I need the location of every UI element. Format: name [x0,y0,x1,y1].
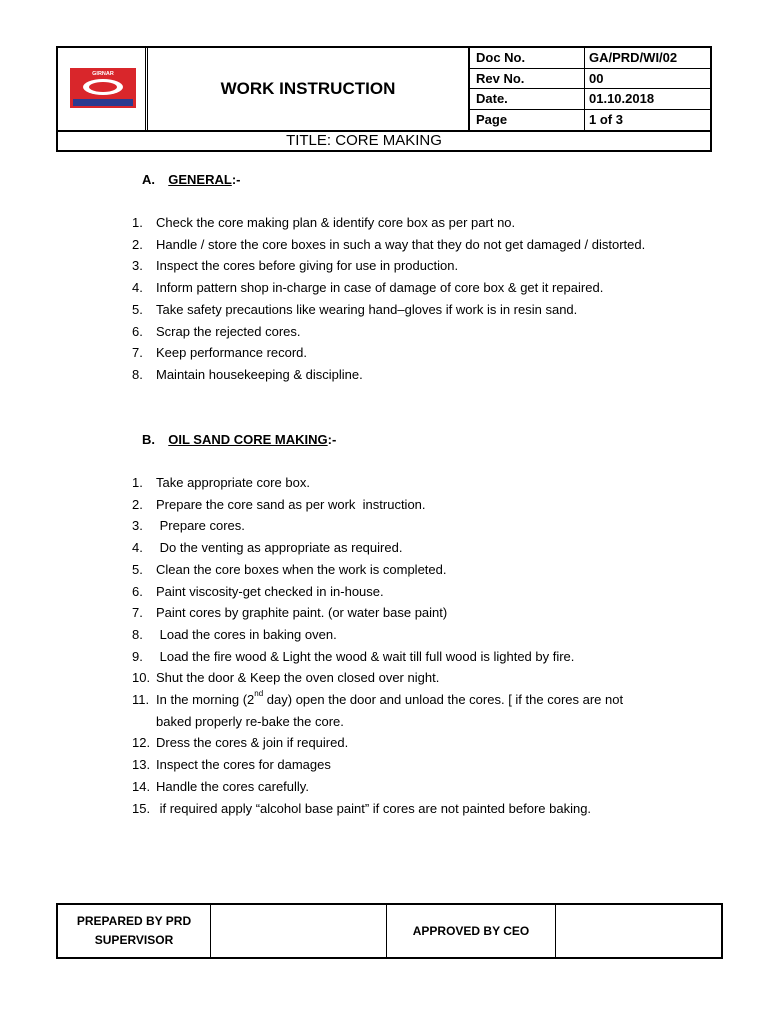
list-item [132,321,656,343]
meta-key: Rev No. [470,69,585,89]
list-item [132,472,656,494]
item-number: 5. [132,561,143,577]
company-logo [70,68,136,108]
list-item [132,646,656,668]
item-number: 10. [132,670,151,686]
section-title: GENERAL [168,172,232,187]
item-number: 6. [132,583,143,599]
section-suffix: :- [231,172,241,187]
section-letter: A. [142,172,155,187]
item-text-part: day) open the door and unload the cores. [ if the cores are not baked properly re-bake the core. [156,692,624,729]
item-number: 2. [132,496,143,512]
meta-row [470,69,710,90]
list-item [132,776,656,798]
item-number: 9. [132,648,143,664]
list-item [132,537,656,559]
list-item [132,494,656,516]
meta-row [470,89,710,110]
item-text: Keep performance record. [156,345,308,361]
list-item [132,277,656,299]
item-text: Inform pattern shop in-charge in case of damage of core box & get it repaired. [156,280,604,296]
item-text: Shut the door & Keep the oven closed over night. [156,670,440,686]
meta-key: Doc No. [470,48,585,68]
list-item [132,667,656,689]
list-item [132,754,656,776]
meta-value: 1 of 3 [589,111,623,127]
item-number: 4. [132,280,143,296]
meta-value: GA/PRD/WI/02 [589,50,678,65]
item-number: 1. [132,475,143,490]
item-number: 14. [132,778,151,794]
item-text: Load the cores in baking oven. [156,626,337,642]
list-item [132,689,656,732]
item-number: 3. [132,258,143,274]
document-type: WORK INSTRUCTION [148,48,470,130]
prepared-by-signature [211,905,387,957]
section-b-list [132,472,656,819]
list-item [132,212,656,234]
item-text: Paint cores by graphite paint. (or water base paint) [156,605,448,621]
item-number: 8. [132,366,143,382]
item-text: Dress the cores & join if required. [156,735,349,751]
list-item [132,624,656,646]
item-text: Do the venting as appropriate as required. [156,540,403,556]
section-suffix: :- [327,432,337,447]
section-a-heading [142,172,240,187]
meta-key: Page [470,110,585,131]
signature-table [56,903,723,959]
meta-row [470,48,710,69]
list-item [132,732,656,754]
item-number: 2. [132,236,143,252]
item-text: Load the fire wood & Light the wood & wait till full wood is lighted by fire. [156,648,575,664]
list-item [132,559,656,581]
list-item [132,234,656,256]
item-text-part: In the morning (2 [156,692,255,708]
list-item [132,798,656,820]
item-number: 13. [132,757,151,773]
item-text: Maintain housekeeping & discipline. [156,366,363,382]
document-meta [470,48,710,130]
item-text: Take safety precautions like wearing hand–gloves if work is in resin sand. [156,301,578,317]
list-item [132,299,656,321]
item-text: if required apply “alcohol base paint” if cores are not painted before baking. [156,800,592,816]
item-text: Check the core making plan & identify core box as per part no. [156,215,516,230]
item-number: 11. [132,692,150,708]
item-number: 3. [132,518,143,534]
list-item [132,255,656,277]
item-text: Scrap the rejected cores. [156,323,301,339]
header-table [56,46,712,152]
logo-cell [58,48,148,130]
item-text [156,689,636,732]
item-text: Clean the core boxes when the work is completed. [156,561,447,577]
item-text: Prepare cores. [156,518,245,534]
item-text: Take appropriate core box. [156,475,310,490]
section-title: OIL SAND CORE MAKING [168,432,328,447]
item-number: 4. [132,540,143,556]
item-number: 5. [132,301,143,317]
item-number: 7. [132,605,143,621]
list-item [132,515,656,537]
meta-row [470,110,710,131]
ordinal-suffix: nd [254,689,264,699]
document-title: TITLE: CORE MAKING [58,130,710,150]
item-number: 1. [132,215,143,230]
item-number: 6. [132,323,143,339]
meta-value: 00 [589,70,604,86]
item-number: 7. [132,345,143,361]
list-item [132,602,656,624]
item-text: Handle / store the core boxes in such a way that they do not get damaged / distorted. [156,236,646,252]
item-number: 15. [132,800,151,816]
logo-text: GIRNAR [92,71,114,77]
approved-by-signature [556,905,721,957]
list-item [132,364,656,386]
section-b-heading [142,432,336,447]
approved-by-label: APPROVED BY CEO [387,905,556,957]
section-letter: B. [142,432,155,447]
section-a-list [132,212,656,386]
meta-value: 01.10.2018 [589,91,655,106]
list-item [132,342,656,364]
item-text: Prepare the core sand as per work instruction. [156,496,426,512]
item-number: 8. [132,626,143,642]
item-text: Inspect the cores for damages [156,757,331,773]
item-text: Handle the cores carefully. [156,778,309,794]
list-item [132,581,656,603]
item-text: Paint viscosity-get checked in in-house. [156,583,384,599]
item-number: 12. [132,735,151,751]
meta-key: Date. [470,89,585,109]
prepared-by-label: PREPARED BY PRD SUPERVISOR [58,905,211,957]
item-text: Inspect the cores before giving for use in production. [156,258,459,274]
